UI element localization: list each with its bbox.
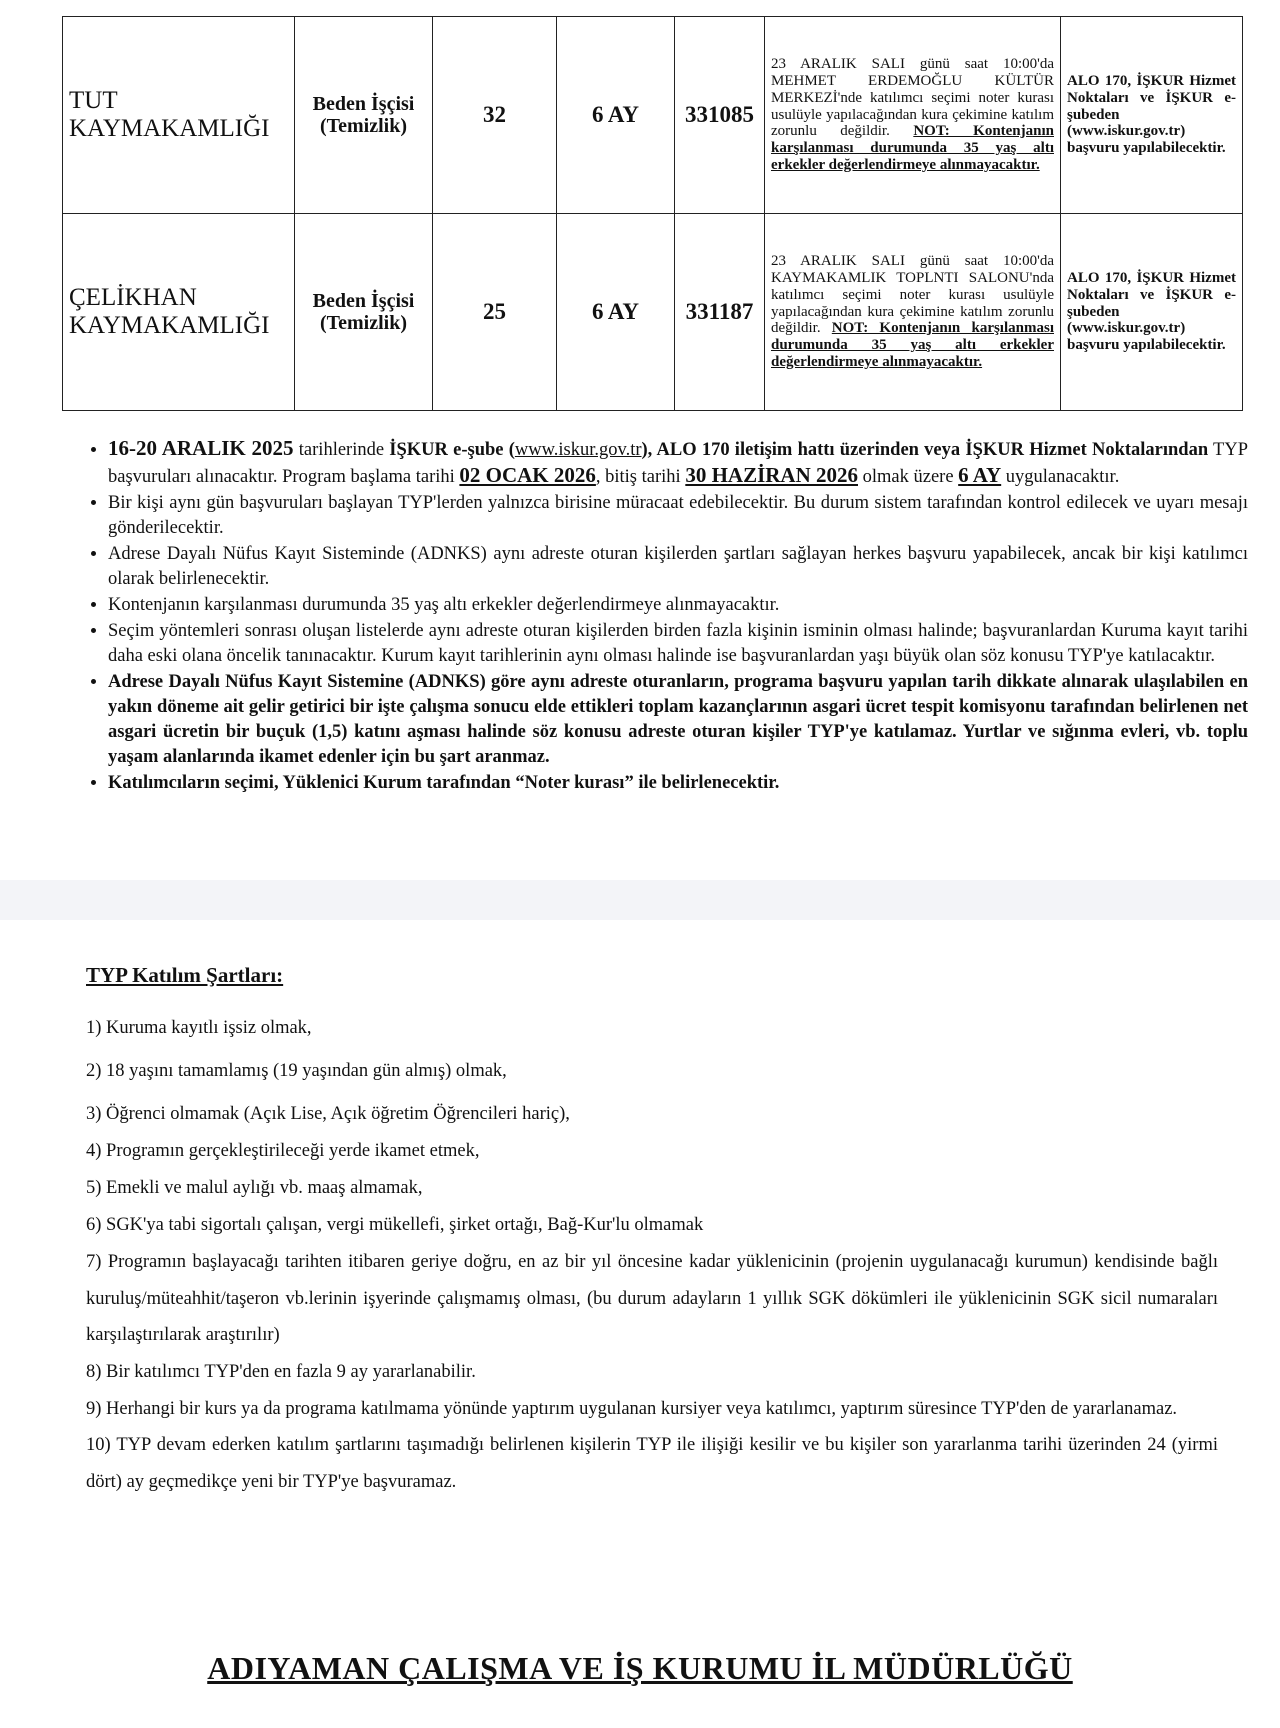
bullet-age-limit: • Kontenjanın karşılanması durumunda 35 yaş altı erkekler değerlendirmeye alınmayacaktır. [108, 593, 1248, 618]
requirement-item: 7) Programın başlayacağı tarihten itibaren geriye doğru, en az bir yıl öncesine kadar yüklenicinin (projenin uygulanacağı kurumun) kendisinde bağlı kuruluş/müteahhit/taşeron vb.lerinin işyerinde çalışmamış olması, (bu durum adayların 1 yıllık SGK dökümleri ile yüklenicinin SGK sicil numaraları karşılaştırılarak araştırılır) [86, 1252, 1218, 1345]
program-duration: 6 AY [958, 463, 1002, 487]
institution-cell: ÇELİKHAN KAYMAKAMLIĞI [63, 214, 295, 411]
iskur-link[interactable]: www.iskur.gov.tr [514, 440, 642, 460]
requirement-item: 1) Kuruma kayıtlı işsiz olmak, [86, 1018, 312, 1038]
job-listing-table [62, 16, 1243, 411]
table-row [63, 17, 1243, 214]
count-cell: 25 [433, 214, 557, 411]
page-separator-band [0, 880, 1280, 920]
requirement-item: 3) Öğrenci olmamak (Açık Lise, Açık öğretim Öğrencileri hariç), [86, 1104, 570, 1124]
requirements-title: TYP Katılım Şartları: [86, 963, 284, 987]
institution-cell: TUT KAYMAKAMLIĞI [63, 17, 295, 214]
bullet-single-application: • Bir kişi aynı gün başvuruları başlayan TYP'lerden yalnızca birisine müracaat edebilecektir. Bu durum sistem tarafından kontrol edilecek ve uyarı mesajı gönderilecektir. [108, 491, 1248, 541]
bullet-selection-method: • Katılımcıların seçimi, Yüklenici Kurum tarafından “Noter kurası” ile belirlenecektir. [108, 771, 1248, 796]
note-cell [765, 214, 1061, 411]
note-warning: NOT: Kontenjanın karşılanması durumunda 35 yaş altı erkekler değerlendirmeye alınmayacaktır. [771, 320, 1054, 370]
selection-info: 23 ARALIK SALI günü saat 10:00'da KAYMAKAMLIK TOPLNTI SALONU'nda katılımcı seçimi noter kurası usulüyle yapılacağından kura çekimine katılım zorunlu değildir. [771, 253, 1054, 337]
bullet-income-rule: • Adrese Dayalı Nüfus Kayıt Sistemine (ADNKS) göre aynı adreste oturanların, programa başvuru yapılan tarih dikkate alınarak ulaşılabilen en yakın döneme ait gelir getirici bir işte çalışma sonucu elde ettikleri toplam kazançlarının asgari ücret tespit komisyonu tarafından belirlenen net asgari ücretin bir buçuk (1,5) katını aşması halinde söz konusu adreste oturan kişiler TYP'ye katılamaz. Yurtlar ve sığınma evleri, vb. toplu yaşam alanlarında ikamet edenler için bu şart aranmaz. [108, 670, 1248, 770]
note-warning: NOT: Kontenjanın karşılanması durumunda 35 yaş altı erkekler değerlendirmeye alınmayacaktır. [771, 123, 1054, 173]
bullet-text: ( [503, 440, 515, 460]
announcement-bullets [86, 436, 1248, 797]
requirement-item: 2) 18 yaşını tamamlamış (19 yaşından gün almış) olmak, [86, 1061, 507, 1081]
duration-cell: 6 AY [557, 17, 675, 214]
job-cell: Beden İşçisi (Temizlik) [295, 214, 433, 411]
note-cell [765, 17, 1061, 214]
requirement-item: 4) Programın gerçekleştirileceği yerde ikamet etmek, [86, 1141, 480, 1161]
bullet-text: ), ALO 170 iletişim hattı üzerinden veya İŞKUR Hizmet Noktalarından [641, 440, 1209, 460]
requirement-item: 9) Herhangi bir kurs ya da programa katılmama yönünde yaptırım uygulanan kursiyer veya katılımcı, yaptırım süresince TYP'den de yararlanamaz. [86, 1398, 1178, 1419]
bullet-text: TYP başvuruları alınacaktır. Program başlama tarihi [108, 440, 1248, 487]
start-date: 02 OCAK 2026 [459, 463, 596, 487]
bullet-priority-rule: • Seçim yöntemleri sonrası oluşan listelerde aynı adreste oturan kişilerden birden fazla kişinin isminin olması halinde; başvuranlardan Kuruma kayıt tarihi daha eski olana öncelik tanınacaktır. Kurum kayıt tarihlerinin aynı olması halinde ise başvuranlardan yaşı büyük olan söz konusu TYP'ye katılacaktır. [108, 619, 1248, 669]
code-cell: 331187 [675, 214, 765, 411]
table-row [63, 214, 1243, 411]
requirement-item: 10) TYP devam ederken katılım şartlarını taşımadığı belirlenen kişilerin TYP ile ilişiği kesilir ve bu kişiler son yararlanma tarihi üzerinden 24 (yirmi dört) ay geçmedikçe yeni bir TYP'ye başvuramaz. [86, 1435, 1218, 1492]
bullet-text: , bitiş tarihi [595, 467, 686, 487]
apply-cell: ALO 170, İŞKUR Hizmet Noktaları ve İŞKUR e-şubeden (www.iskur.gov.tr) başvuru yapılabilecektir. [1061, 214, 1243, 411]
eshube-label: İŞKUR e-şube [389, 440, 504, 460]
application-dates: 16-20 ARALIK 2025 [108, 436, 294, 460]
job-cell: Beden İşçisi (Temizlik) [295, 17, 433, 214]
requirements-list [86, 1010, 1218, 1500]
bullet-adnks-address: • Adrese Dayalı Nüfus Kayıt Sisteminde (ADNKS) aynı adreste oturan kişilerden şartları sağlayan herkes başvuru yapabilecek, ancak bir kişi katılımcı olarak belirlenecektir. [108, 542, 1248, 592]
footer-title: ADIYAMAN ÇALIŞMA VE İŞ KURUMU İL MÜDÜRLÜĞÜ [207, 1650, 1073, 1686]
bullet-text: olmak üzere [858, 467, 959, 487]
end-date: 30 HAZİRAN 2026 [685, 463, 858, 487]
bullet-text: tarihlerinde [293, 440, 390, 460]
selection-info: 23 ARALIK SALI günü saat 10:00'da MEHMET ERDEMOĞLU KÜLTÜR MERKEZİ'nde katılımcı seçimi noter kurası usulüyle yapılacağından kura çekimine katılım zorunlu değildir. [771, 56, 1054, 140]
requirement-item: 5) Emekli ve malul aylığı vb. maaş almamak, [86, 1178, 423, 1198]
requirement-item: 8) Bir katılımcı TYP'den en fazla 9 ay yararlanabilir. [86, 1361, 476, 1382]
requirement-item: 6) SGK'ya tabi sigortalı çalışan, vergi mükellefi, şirket ortağı, Bağ-Kur'lu olmamak [86, 1215, 704, 1235]
bullet-application-dates [108, 436, 1248, 490]
count-cell: 32 [433, 17, 557, 214]
apply-cell: ALO 170, İŞKUR Hizmet Noktaları ve İŞKUR e-şubeden (www.iskur.gov.tr) başvuru yapılabilecektir. [1061, 17, 1243, 214]
code-cell: 331085 [675, 17, 765, 214]
duration-cell: 6 AY [557, 214, 675, 411]
bullet-text: uygulanacaktır. [1001, 467, 1120, 487]
